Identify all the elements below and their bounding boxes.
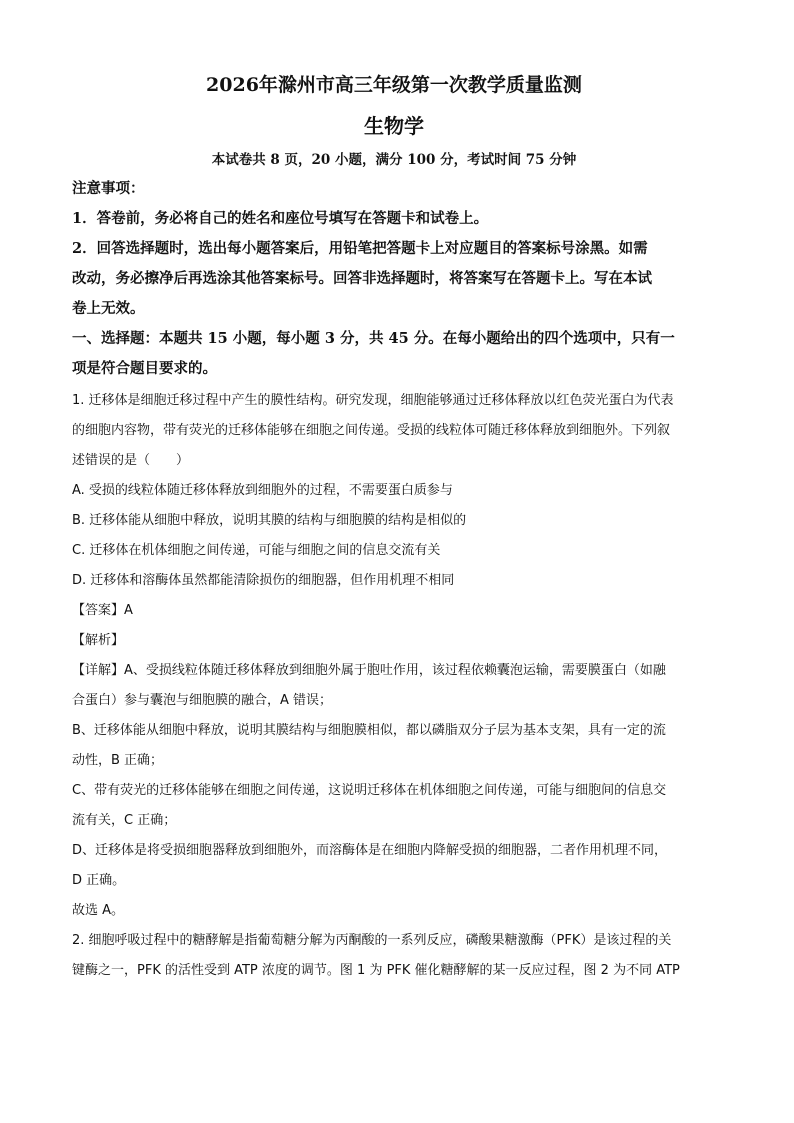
notice-item-2-line-3: 卷上无效。: [72, 300, 145, 317]
question-1-stem-line-1: 1. 迁移体是细胞迁移过程中产生的膜性结构。研究发现，细胞能够通过迁移体释放以红色荧光蛋白为代表: [72, 393, 674, 408]
question-1-stem: [72, 386, 716, 476]
section-1-heading-line-1: 一、选择题：本题共 15 小题，每小题 3 分，共 45 分。在每小题给出的四个选项中，只有一: [72, 330, 675, 347]
question-1-detail-line-5: C、带有荧光的迁移体能够在细胞之间传递，这说明迁移体在机体细胞之间传递，可能与细胞间的信息交: [72, 783, 667, 798]
question-1-stem-line-2: 的细胞内容物，带有荧光的迁移体能够在细胞之间传递。受损的线粒体可随迁移体释放到细胞外。下列叙: [72, 423, 671, 438]
notice-item-2-line-2: 改动，务必擦净后再选涂其他答案标号。回答非选择题时，将答案写在答题卡上。写在本试: [72, 270, 652, 287]
section-1-heading-line-2: 项是符合题目要求的。: [72, 360, 217, 377]
question-1-option-a: A. 受损的线粒体随迁移体释放到细胞外的过程，不需要蛋白质参与: [72, 483, 453, 498]
question-1-detail-line-2: 合蛋白）参与囊泡与细胞膜的融合，A 错误；: [72, 693, 333, 708]
question-1-detail-line-7: D、迁移体是将受损细胞器释放到细胞外，而溶酶体是在细胞内降解受损的细胞器，二者作用机理不同，: [72, 843, 668, 858]
subject-title: 生物学: [364, 114, 424, 138]
section-1-heading: [72, 324, 716, 384]
question-1-detail-line-1: 【详解】A、受损线粒体随迁移体释放到细胞外属于胞吐作用，该过程依赖囊泡运输，需要膜蛋白（如融: [72, 663, 666, 678]
question-1-stem-line-3: 述错误的是（ ）: [72, 453, 190, 468]
question-1-option-c: C. 迁移体在机体细胞之间传递，可能与细胞之间的信息交流有关: [72, 543, 441, 558]
question-1-detail-line-3: B、迁移体能从细胞中释放，说明其膜结构与细胞膜相似，都以磷脂双分子层为基本支架，具有一定的流: [72, 723, 666, 738]
notice-heading: 注意事项：: [72, 180, 145, 197]
question-2-stem-line-2: 键酶之一，PFK 的活性受到 ATP 浓度的调节。图 1 为 PFK 催化糖酵解的某一反应过程，图 2 为不同 ATP: [72, 963, 680, 978]
question-1-conclusion: 故选 A。: [72, 903, 125, 918]
question-1-detail-line-8: D 正确。: [72, 873, 126, 888]
question-2-stem-line-1: 2. 细胞呼吸过程中的糖酵解是指葡萄糖分解为丙酮酸的一系列反应，磷酸果糖激酶（PFK）是该过程的关: [72, 933, 672, 948]
question-2-stem: [72, 926, 716, 986]
question-1-analysis-label: 【解析】: [72, 633, 125, 648]
question-1-option-d: D. 迁移体和溶酶体虽然都能清除损伤的细胞器，但作用机理不相同: [72, 573, 455, 588]
question-1-detail-line-4: 动性，B 正确；: [72, 753, 164, 768]
question-1-detail: [72, 656, 716, 896]
notice-item-2-line-1: 2．回答选择题时，选出每小题答案后，用铅笔把答题卡上对应题目的答案标号涂黑。如需: [72, 240, 648, 257]
question-1-option-b: B. 迁移体能从细胞中释放，说明其膜的结构与细胞膜的结构是相似的: [72, 513, 467, 528]
question-1-detail-line-6: 流有关，C 正确；: [72, 813, 177, 828]
question-1-answer: 【答案】A: [72, 603, 133, 618]
notice-item-1: 1．答卷前，务必将自己的姓名和座位号填写在答题卡和试卷上。: [72, 210, 489, 227]
exam-title: 2026年滁州市高三年级第一次教学质量监测: [206, 74, 582, 96]
exam-info: 本试卷共 8 页，20 小题，满分 100 分，考试时间 75 分钟: [211, 152, 577, 168]
notice-item-2: [72, 234, 716, 324]
